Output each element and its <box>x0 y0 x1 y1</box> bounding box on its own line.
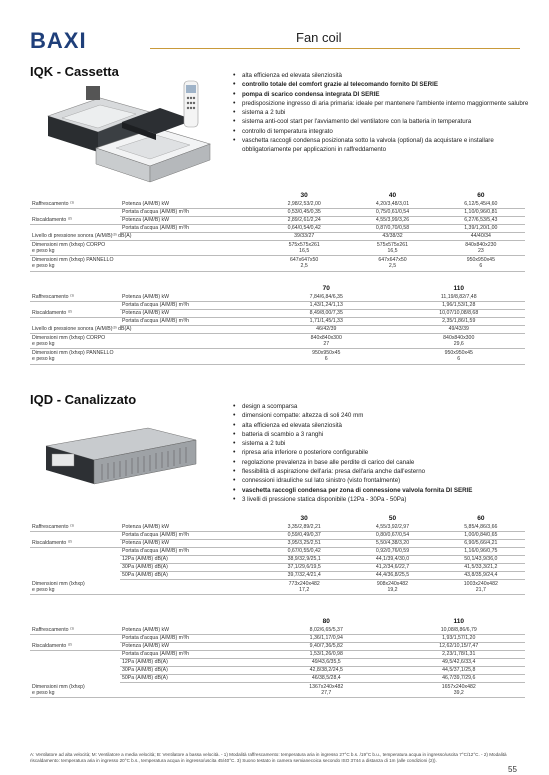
row-label: Portata d'acqua (A/M/B) m³/h <box>120 634 260 642</box>
footnote: A: Ventilatore ad alta velocità; M: Ventilatore a media velocità; B: Ventilatore a bassa velocità. - 1) Modalità raffrescamento: temperatura aria in ingresso 27°C b.s. /19°C b.u., temperatura acqua in ingresso/uscita 7°C/12°C. - 2) Modalità riscaldamento: temperatura aria in ingresso 20°C b.s., temperatura acqua in ingresso/uscita 45/40°C. 3) Suono testato in camera semianecoica secondo ISO 3744 a distanza di 1m (alle condizioni (2)). <box>30 752 507 763</box>
row-label: Livello di pressione sonora (A/M/B)⁽³⁾ dB(A) <box>30 325 260 333</box>
page-header-title: Fan coil <box>296 30 342 45</box>
model-header: 110 <box>453 618 464 625</box>
cell-value: 0,53/0,45/0,35 <box>260 208 348 216</box>
cell-value: 647x647x50 2,5 <box>260 256 348 271</box>
cell-value: 6,90/5,66/4,21 <box>437 539 525 547</box>
row-label: 12Pa (A/M/B) dB(A) <box>120 555 260 563</box>
cell-value: 0,92/0,76/0,59 <box>348 547 436 555</box>
cell-value: 1657x240x482 39,2 <box>393 682 526 697</box>
row-label: Dimensioni mm (lxhxp) CORPO e peso kg <box>30 240 260 255</box>
cell-value: 9,40/7,36/5,82 <box>260 642 393 650</box>
cell-value: 950x950x45 6 <box>437 256 525 271</box>
section-title-iqd: IQD - Canalizzato <box>30 392 137 407</box>
row-label: 12Pa (A/M/B) dB(A) <box>120 658 260 666</box>
cell-value: 2,98/2,53/2,00 <box>260 200 348 208</box>
model-header: 80 <box>322 618 330 625</box>
cell-value: 8,49/8,00/7,35 <box>260 309 393 317</box>
row-group-label: Riscaldamento ⁽²⁾ <box>30 216 120 224</box>
cell-value: 0,87/0,70/0,58 <box>348 224 436 232</box>
model-header-row <box>30 193 525 200</box>
cell-value: 1,00/0,84/0,65 <box>437 531 525 539</box>
row-label: Potenza (A/M/B) kW <box>120 626 260 634</box>
header-empty <box>30 516 120 523</box>
cell-value: 46/42/39 <box>260 325 393 333</box>
feature-item: • pompa di scarico condensa integrata DI SERIE <box>242 90 532 99</box>
cell-value: 1367x240x482 27,7 <box>260 682 393 697</box>
model-header: 50 <box>388 515 397 522</box>
iqd-spec-table-1 <box>30 516 525 595</box>
spec-row <box>30 634 525 642</box>
row-label: Dimensioni mm (lxhxp) CORPO e peso kg <box>30 333 260 348</box>
cell-value: 10,07/10,08/8,68 <box>393 309 526 317</box>
feature-item: • vaschetta raccogli condensa posizionata sotto la valvola (optional) da acquistare e installare obbligatoriamente per applicazioni in raffreddamento <box>242 136 532 155</box>
header-empty <box>120 286 260 293</box>
spec-row <box>30 579 525 594</box>
cell-value: 50,1/43,9/36,0 <box>437 555 525 563</box>
cell-value: 8,02/6,65/5,37 <box>260 626 393 634</box>
cell-value: 38,9/32,9/25,1 <box>260 555 348 563</box>
row-label: Dimensioni mm (lxhxp) e peso kg <box>30 682 260 697</box>
cell-value: 49/43/39 <box>393 325 526 333</box>
spec-row <box>30 658 525 666</box>
model-header: 30 <box>300 192 308 199</box>
cell-value: 7,84/6,84/6,35 <box>260 293 393 301</box>
spec-row <box>30 531 525 539</box>
row-label: Potenza (A/M/B) kW <box>120 200 260 208</box>
cell-value: 840x840x300 27 <box>260 333 393 348</box>
spec-row <box>30 325 525 333</box>
cell-value: 647x647x50 2,5 <box>348 256 436 271</box>
header-empty <box>120 619 260 626</box>
model-header: 110 <box>453 285 464 292</box>
spec-row <box>30 523 525 531</box>
feature-item: • alta efficienza ed elevata silenziosità <box>242 421 532 430</box>
cell-value: 575x575x261 16,5 <box>260 240 348 255</box>
cell-value: 950x950x45 6 <box>260 349 393 364</box>
cell-value: 0,67/0,55/0,42 <box>260 547 348 555</box>
spec-row <box>30 571 525 579</box>
feature-item: • flessibilità di aspirazione dell'aria: presa dell'aria anche dall'esterno <box>242 467 532 476</box>
header-empty <box>30 193 120 200</box>
cell-value: 0,75/0,61/0,54 <box>348 208 436 216</box>
model-header: 30 <box>300 515 308 522</box>
row-label: 50Pa (A/M/B) dB(A) <box>120 674 260 682</box>
cell-value: 41,2/34,6/22,7 <box>348 563 436 571</box>
cell-value: 43/38/32 <box>348 232 436 240</box>
row-group-label: Raffrescamento ⁽¹⁾ <box>30 200 120 208</box>
cell-value: 44,1/39,4/30,0 <box>348 555 436 563</box>
cell-value: 840x840x300 29,6 <box>393 333 526 348</box>
cell-value: 0,59/0,49/0,37 <box>260 531 348 539</box>
spec-row <box>30 539 525 547</box>
cell-value: 3,35/2,89/2,21 <box>260 523 348 531</box>
header-empty <box>120 193 260 200</box>
brand-logo: BAXI <box>30 28 87 53</box>
cell-value: 39/33/27 <box>260 232 348 240</box>
spec-row <box>30 301 525 309</box>
row-group-label: Raffrescamento ⁽¹⁾ <box>30 626 120 634</box>
spec-row <box>30 309 525 317</box>
model-header-row <box>30 516 525 523</box>
row-label: Portata d'acqua (A/M/B) m³/h <box>120 301 260 309</box>
row-group-label <box>30 224 120 232</box>
feature-item: • dimensioni compatte: altezza di soli 240 mm <box>242 411 532 420</box>
spec-row <box>30 216 525 224</box>
cell-value: 46/38,5/28,4 <box>260 674 393 682</box>
cell-value: 2,23/1,78/1,31 <box>393 650 526 658</box>
feature-item: • regolazione prevalenza in base alle perdite di carico del canale <box>242 458 532 467</box>
model-header-row <box>30 619 525 626</box>
cell-value: 44/40/34 <box>437 232 525 240</box>
row-group-label: Raffrescamento ⁽¹⁾ <box>30 293 120 301</box>
row-label: Portata d'acqua (A/M/B) m³/h <box>120 317 260 325</box>
feature-item: • connessioni idrauliche sul lato sinistro (visto frontalmente) <box>242 476 532 485</box>
cell-value: 12,62/10,15/7,47 <box>393 642 526 650</box>
spec-row <box>30 208 525 216</box>
spec-row <box>30 642 525 650</box>
cell-value: 1,96/1,53/1,28 <box>393 301 526 309</box>
cell-value: 1,10/0,96/0,81 <box>437 208 525 216</box>
spec-row <box>30 240 525 255</box>
row-group-label <box>30 634 120 642</box>
cell-value: 575x575x261 16,5 <box>348 240 436 255</box>
section-title-iqk: IQK - Cassetta <box>30 64 119 79</box>
page-number: 55 <box>508 765 517 774</box>
remote-control-image <box>183 80 199 128</box>
cell-value: 5,50/4,38/3,20 <box>348 539 436 547</box>
row-group-label <box>30 571 120 579</box>
cell-value: 0,64/0,54/0,42 <box>260 224 348 232</box>
cell-value: 773x240x482 17,2 <box>260 579 348 594</box>
spec-row <box>30 547 525 555</box>
row-label: Potenza (A/M/B) kW <box>120 642 260 650</box>
feature-item: • batteria di scambio a 3 ranghi <box>242 430 532 439</box>
cell-value: 49,5/42,6/33,4 <box>393 658 526 666</box>
cell-value: 2,89/2,61/2,24 <box>260 216 348 224</box>
cell-value: 4,55/3,99/3,26 <box>348 216 436 224</box>
cell-value: 44,4/36,8/25,5 <box>348 571 436 579</box>
spec-row <box>30 674 525 682</box>
iqd-feature-list <box>232 402 532 504</box>
row-label: Portata d'acqua (A/M/B) m³/h <box>120 531 260 539</box>
feature-item: • vaschetta raccogli condensa per zona di connessione valvola fornita DI SERIE <box>242 486 532 495</box>
cell-value: 43,8/35,9/24,4 <box>437 571 525 579</box>
feature-item: • sistema a 2 tubi <box>242 439 532 448</box>
cell-value: 4,55/3,92/2,97 <box>348 523 436 531</box>
feature-item: • alta efficienza ed elevata silenziosità <box>242 71 532 80</box>
cell-value: 44,5/37,1/25,8 <box>393 666 526 674</box>
cell-value: 840x840x230 23 <box>437 240 525 255</box>
cell-value: 1,36/1,17/0,94 <box>260 634 393 642</box>
header-rule <box>150 48 520 49</box>
spec-row <box>30 256 525 271</box>
cell-value: 1,53/1,26/0,98 <box>260 650 393 658</box>
spec-row <box>30 232 525 240</box>
row-group-label <box>30 555 120 563</box>
cell-value: 1003x240x482 21,7 <box>437 579 525 594</box>
cell-value: 0,80/0,67/0,54 <box>348 531 436 539</box>
row-label: 30Pa (A/M/B) dB(A) <box>120 666 260 674</box>
feature-item: • controllo totale del comfort grazie al telecomando fornito DI SERIE <box>242 80 532 89</box>
spec-row <box>30 682 525 697</box>
spec-row <box>30 555 525 563</box>
cell-value: 1,93/1,57/1,20 <box>393 634 526 642</box>
model-header: 40 <box>388 192 397 199</box>
model-header-row <box>30 286 525 293</box>
spec-row <box>30 349 525 364</box>
spec-row <box>30 224 525 232</box>
cell-value: 39,7/32,4/21,4 <box>260 571 348 579</box>
row-group-label <box>30 563 120 571</box>
cell-value: 908x240x482 19,2 <box>348 579 436 594</box>
row-group-label <box>30 317 120 325</box>
feature-item: • ripresa aria inferiore o posteriore configurabile <box>242 448 532 457</box>
iqk-spec-table-2 <box>30 286 525 365</box>
cell-value: 950x950x45 6 <box>393 349 526 364</box>
row-label: Dimensioni mm (lxhxp) e peso kg <box>30 579 260 594</box>
row-group-label <box>30 531 120 539</box>
row-label: Portata d'acqua (A/M/B) m³/h <box>120 224 260 232</box>
row-label: Portata d'acqua (A/M/B) m³/h <box>120 208 260 216</box>
spec-row <box>30 333 525 348</box>
ducted-unit-image <box>38 418 203 496</box>
row-group-label: Riscaldamento ⁽²⁾ <box>30 309 120 317</box>
cell-value: 6,12/5,45/4,60 <box>437 200 525 208</box>
row-label: Livello di pressione sonora (A/M/B)⁽³⁾ dB(A) <box>30 232 260 240</box>
iqd-spec-table-2 <box>30 619 525 698</box>
spec-row <box>30 317 525 325</box>
cell-value: 49/43,6/35,5 <box>260 658 393 666</box>
cell-value: 10,08/8,86/6,79 <box>393 626 526 634</box>
cell-value: 37,1/29,6/19,5 <box>260 563 348 571</box>
row-label: Dimensioni mm (lxhxp) PANNELLO e peso kg <box>30 349 260 364</box>
header-empty <box>30 619 120 626</box>
feature-item: • 3 livelli di pressione statica disponibile (12Pa - 30Pa - 50Pa) <box>242 495 532 504</box>
cell-value: 11,19/8,82/7,48 <box>393 293 526 301</box>
cell-value: 1,71/1,45/1,33 <box>260 317 393 325</box>
spec-row <box>30 666 525 674</box>
cell-value: 1,43/1,24/1,13 <box>260 301 393 309</box>
feature-item: • sistema anti-cool start per l'avviamento del ventilatore con la batteria in temperatura <box>242 117 532 126</box>
row-label: 30Pa (A/M/B) dB(A) <box>120 563 260 571</box>
cell-value: 46,7/39,7/29,6 <box>393 674 526 682</box>
row-group-label: Riscaldamento ⁽²⁾ <box>30 539 120 547</box>
row-group-label <box>30 208 120 216</box>
spec-row <box>30 563 525 571</box>
header-empty <box>30 286 120 293</box>
cell-value: 1,16/0,96/0,75 <box>437 547 525 555</box>
spec-row <box>30 650 525 658</box>
iqk-feature-list <box>232 71 532 155</box>
row-group-label <box>30 547 120 555</box>
feature-item: • sistema a 2 tubi <box>242 108 532 117</box>
cell-value: 1,39/1,20/1,00 <box>437 224 525 232</box>
cell-value: 3,95/3,25/2,51 <box>260 539 348 547</box>
cell-value: 41,5/33,3/21,2 <box>437 563 525 571</box>
row-group-label: Riscaldamento ⁽²⁾ <box>30 642 120 650</box>
row-group-label <box>30 666 120 674</box>
row-group-label: Raffrescamento ⁽¹⁾ <box>30 523 120 531</box>
row-label: Portata d'acqua (A/M/B) m³/h <box>120 650 260 658</box>
row-label: 50Pa (A/M/B) dB(A) <box>120 571 260 579</box>
cell-value: 6,27/6,53/5,43 <box>437 216 525 224</box>
spec-row <box>30 626 525 634</box>
feature-item: • controllo di temperatura integrato <box>242 127 532 136</box>
row-label: Potenza (A/M/B) kW <box>120 309 260 317</box>
feature-item: • predisposizione ingresso di aria primaria: ideale per mantenere l'ambiente interno maggiormente salubre <box>242 99 532 108</box>
cell-value: 42,8/38,2/24,5 <box>260 666 393 674</box>
feature-item: • design a scomparsa <box>242 402 532 411</box>
spec-row <box>30 293 525 301</box>
iqk-spec-table-1 <box>30 193 525 272</box>
row-label: Portata d'acqua (A/M/B) m³/h <box>120 547 260 555</box>
header-empty <box>120 516 260 523</box>
row-label: Potenza (A/M/B) kW <box>120 539 260 547</box>
row-label: Dimensioni mm (lxhxp) PANNELLO e peso kg <box>30 256 260 271</box>
cell-value: 2,35/1,86/1,59 <box>393 317 526 325</box>
model-header: 60 <box>477 515 485 522</box>
spec-row <box>30 200 525 208</box>
row-label: Potenza (A/M/B) kW <box>120 216 260 224</box>
model-header: 70 <box>322 285 330 292</box>
row-group-label <box>30 674 120 682</box>
cell-value: 4,20/3,48/3,01 <box>348 200 436 208</box>
row-group-label <box>30 658 120 666</box>
cell-value: 5,85/4,86/3,66 <box>437 523 525 531</box>
row-group-label <box>30 301 120 309</box>
row-label: Potenza (A/M/B) kW <box>120 293 260 301</box>
row-label: Potenza (A/M/B) kW <box>120 523 260 531</box>
model-header: 60 <box>477 192 485 199</box>
row-group-label <box>30 650 120 658</box>
